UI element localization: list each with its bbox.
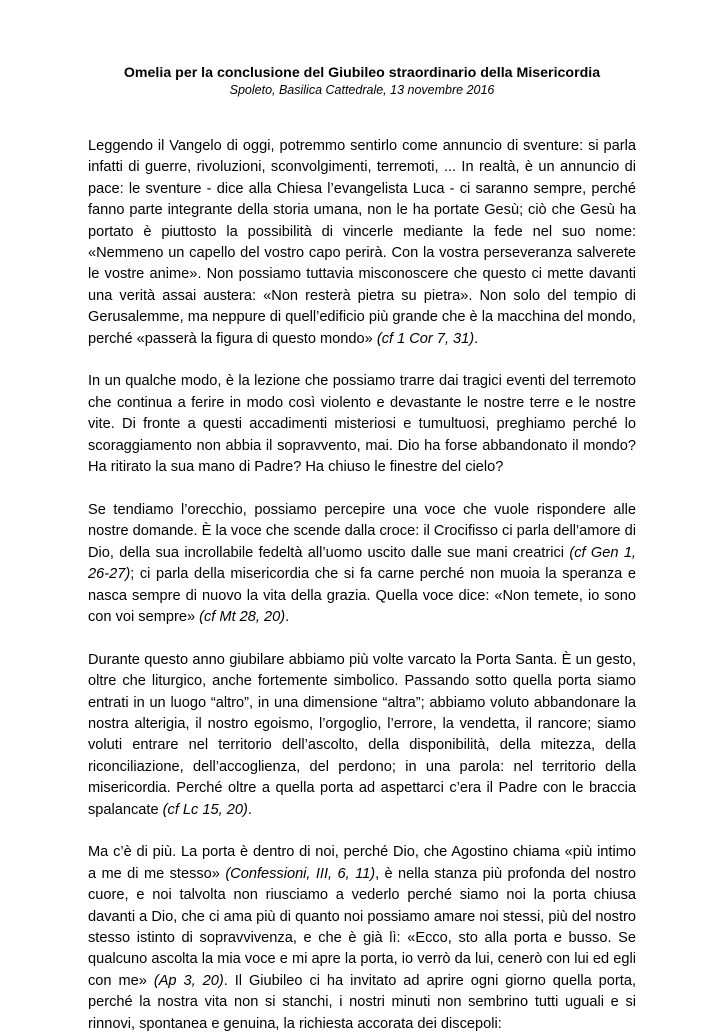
bible-citation: (Ap 3, 20) [153, 972, 224, 989]
paragraph-text: . [247, 801, 252, 818]
paragraph-text: . Il Giubileo ci ha invitato ad aprire ogni giorno quella porta, perché la nostra vita non si stanchi, i nostri minuti non sembrino tutti uguali e si rinnovi, spontanea e genuina, la richiesta accorata dei discepoli: [88, 972, 637, 1032]
bible-citation: (cf 1 Cor 7, 31) [376, 330, 475, 347]
paragraph-text: , è nella stanza più profonda del nostro cuore, e noi talvolta non riusciamo a vederlo perché siamo noi la porta chiusa davanti a Dio, che ci ama più di quanto noi possiamo amare noi stessi, più del nostro stesso istinto di sopravvivenza, e che è già lì: «Ecco, sto alla porta e busso. Se qualcuno ascolta la mia voce e mi apre la porta, io verrò da lui, cenerò con lui ed egli con me» [88, 865, 636, 989]
homily-title: Omelia per la conclusione del Giubileo straordinario della Misericordia [123, 65, 601, 81]
homily-body [88, 136, 636, 1035]
paragraph-text: ; ci parla della misericordia che si fa carne perché non muoia la speranza e nasca sempre di nuovo la vita della grazia. Quella voce dice: «Non temete, io sono con voi sempre» [88, 566, 636, 625]
bible-citation: (cf Gen 1, 26-27) [88, 544, 636, 583]
paragraph-2 [88, 371, 636, 478]
paragraph-4 [88, 650, 636, 821]
paragraph-5 [88, 842, 636, 1035]
augustine-citation: (Confessioni, III, 6, 11) [225, 865, 376, 882]
homily-subtitle: Spoleto, Basilica Cattedrale, 13 novembre 2016 [229, 83, 495, 97]
paragraph-text: Durante questo anno giubilare abbiamo più volte varcato la Porta Santa. È un gesto, oltre che liturgico, anche fortemente simbolico. Passando sotto quella porta siamo entrati in un luogo “altro”, in una dimensione “altra”; abbiamo voluto abbandonare la nostra alterigia, il nostro egoismo, l’orgoglio, l’errore, la vendetta, il rancore; siamo voluti entrare nel territorio dell’ascolto, della disponibilità, della mitezza, della riconciliazione, dell’accoglienza, del perdono; in una parola: nel territorio della misericordia. Perché oltre a quella porta ad aspettarci c’era il Padre con le braccia spalancate [88, 651, 636, 818]
paragraph-3 [88, 500, 636, 628]
paragraph-text: . [474, 330, 479, 347]
paragraph-text: Leggendo il Vangelo di oggi, potremmo sentirlo come annuncio di sventure: si parla infatti di guerre, rivoluzioni, sconvolgimenti, terremoti, ... In realtà, è un annuncio di pace: le sventure - dice alla Chiesa l’evangelista Luca - ci saranno sempre, perché fanno parte integrante della storia umana, non le ha portate Gesù; ciò che Gesù ha portato è piuttosto la possibilità di vincerle mediante la fede nel suo nome: «Nemmeno un capello del vostro capo perirà. Con la vostra perseveranza salverete le vostre anime». Non possiamo tuttavia misconoscere che questo ci mette davanti una verità assai austera: «Non resterà pietra su pietra». Non solo del tempio di Gerusalemme, ma neppure di quell’edificio più grande che è la macchina del mondo, perché «passerà la figura di questo mondo» [88, 138, 636, 347]
paragraph-text: Ma c’è di più. La porta è dentro di noi, perché Dio, che Agostino chiama «più intimo a me di me stesso» [88, 844, 636, 882]
paragraph-text: . [285, 608, 290, 625]
paragraph-1 [88, 136, 636, 350]
bible-citation: (cf Lc 15, 20) [162, 801, 248, 818]
paragraph-text: In un qualche modo, è la lezione che possiamo trarre dai tragici eventi del terremoto che continua a ferire in modo così violento e devastante le nostre terre e le nostre vite. Di fronte a questi accadimenti misteriosi e tumultuosi, preghiamo perché lo scoraggiamento non abbia il sopravvento, mai. Dio ha forse abbandonato il mondo? Ha ritirato la sua mano di Padre? Ha chiuso le finestre del cielo? [88, 373, 636, 476]
bible-citation: (cf Mt 28, 20) [199, 608, 286, 625]
paragraph-text: Se tendiamo l’orecchio, possiamo percepire una voce che vuole rispondere alle nostre domande. È la voce che scende dalla croce: il Crocifisso ci parla dell’amore di Dio, della sua incrollabile fedeltà all’uomo uscito dalle sue mani creatrici [88, 501, 636, 561]
